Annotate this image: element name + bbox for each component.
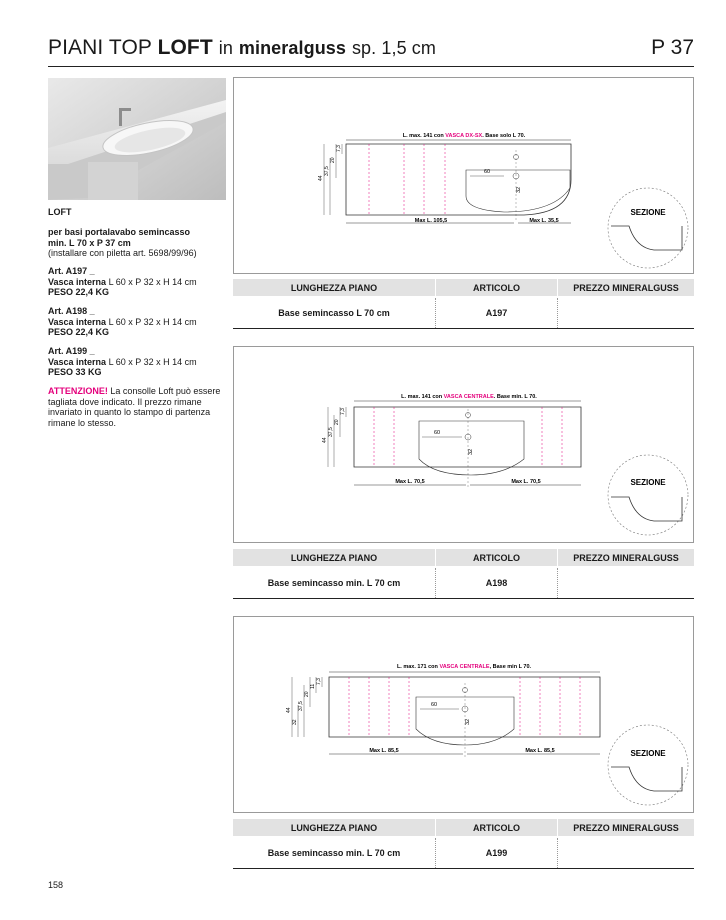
warning-text: La consolle Loft può essere tagliata dove indicato. Il prezzo rimane invariato in quanto lo stampo di partenza rimane lo stesso. bbox=[48, 386, 221, 428]
technical-drawing-a198 bbox=[233, 346, 694, 543]
svg-text:SEZIONE: SEZIONE bbox=[630, 478, 666, 487]
table-header-a197: LUNGHEZZA PIANO ARTICOLO PREZZO MINERALGUSS bbox=[233, 279, 694, 296]
svg-text:11: 11 bbox=[310, 683, 316, 689]
svg-text:L. max. 171 con VASCA CE: L. max. 171 con VASCA CENTRALE, Base min L 70. bbox=[396, 664, 532, 670]
warning-label: ATTENZIONE! bbox=[48, 386, 108, 396]
warning-note bbox=[48, 386, 228, 428]
title-material: mineralguss bbox=[238, 38, 347, 58]
svg-text:7,3: 7,3 bbox=[316, 678, 322, 685]
svg-text:Max L. 85,5: Max L. 85,5 bbox=[525, 748, 555, 754]
svg-text:Max L. 70,5: Max L. 70,5 bbox=[511, 479, 541, 485]
table-header-a198: LUNGHEZZA PIANO ARTICOLO PREZZO MINERALGUSS bbox=[233, 549, 694, 566]
header-divider bbox=[48, 66, 694, 67]
page-number: 158 bbox=[48, 880, 64, 890]
svg-text:7,3: 7,3 bbox=[336, 145, 342, 152]
svg-text:SEZIONE: SEZIONE bbox=[630, 749, 666, 758]
svg-text:Max L. 85,5: Max L. 85,5 bbox=[369, 748, 399, 754]
technical-drawing-a199 bbox=[233, 616, 694, 813]
svg-text:20: 20 bbox=[334, 419, 340, 425]
svg-text:37,5: 37,5 bbox=[298, 701, 304, 711]
table-row: Base semincasso L 70 cm A197 bbox=[233, 298, 694, 329]
table-row: Base semincasso min. L 70 cm A198 bbox=[233, 568, 694, 599]
svg-text:32: 32 bbox=[465, 718, 471, 725]
svg-text:60: 60 bbox=[431, 702, 438, 708]
svg-text:L. max. 141 con VASCA DX: L. max. 141 con VASCA DX-SX. Base solo L 70. bbox=[402, 133, 526, 139]
page-title bbox=[48, 36, 436, 60]
article-a198: Art. A198 _ Vasca interna L 60 x P 32 x H 14 cm PESO 22,4 KG bbox=[48, 306, 197, 337]
svg-text:44: 44 bbox=[322, 437, 328, 443]
svg-text:60: 60 bbox=[484, 169, 491, 175]
title-thickness: sp. 1,5 cm bbox=[351, 38, 436, 58]
svg-text:7,3: 7,3 bbox=[340, 408, 346, 415]
table-row: Base semincasso min. L 70 cm A199 bbox=[233, 838, 694, 869]
table-header-a199: LUNGHEZZA PIANO ARTICOLO PREZZO MINERALGUSS bbox=[233, 819, 694, 836]
svg-text:60: 60 bbox=[434, 430, 441, 436]
svg-text:Max L. 105,5: Max L. 105,5 bbox=[414, 218, 448, 224]
page-code: P 37 bbox=[651, 36, 694, 59]
technical-drawing-a197 bbox=[233, 77, 694, 274]
svg-text:37,5: 37,5 bbox=[328, 427, 334, 437]
svg-text:37,5: 37,5 bbox=[324, 166, 330, 176]
svg-text:32: 32 bbox=[292, 719, 298, 725]
svg-text:20: 20 bbox=[304, 691, 310, 697]
svg-text:32: 32 bbox=[516, 186, 522, 193]
svg-text:L. max. 141 con VASCA CE: L. max. 141 con VASCA CENTRALE. Base min. L 70. bbox=[401, 394, 537, 400]
svg-text:SEZIONE: SEZIONE bbox=[630, 208, 666, 217]
article-a199: Art. A199 _ Vasca interna L 60 x P 32 x H 14 cm PESO 33 KG bbox=[48, 346, 197, 377]
product-name: LOFT bbox=[48, 207, 72, 217]
svg-text:44: 44 bbox=[286, 707, 292, 713]
article-a197: Art. A197 _ Vasca interna L 60 x P 32 x H 14 cm PESO 22,4 KG bbox=[48, 266, 197, 297]
svg-text:32: 32 bbox=[468, 448, 474, 455]
svg-text:44: 44 bbox=[318, 175, 324, 181]
product-photo bbox=[48, 78, 226, 200]
title-in: in bbox=[218, 38, 233, 58]
svg-text:20: 20 bbox=[330, 157, 336, 163]
title-product: LOFT bbox=[157, 36, 213, 59]
svg-text:Max L. 70,5: Max L. 70,5 bbox=[395, 479, 425, 485]
svg-text:Max L. 35,5: Max L. 35,5 bbox=[529, 218, 559, 224]
product-description: per basi portalavabo semincasso min. L 70 x P 37 cm (installare con piletta art. 5698/99/96) bbox=[48, 227, 197, 258]
title-pre: PIANI TOP bbox=[48, 36, 152, 59]
